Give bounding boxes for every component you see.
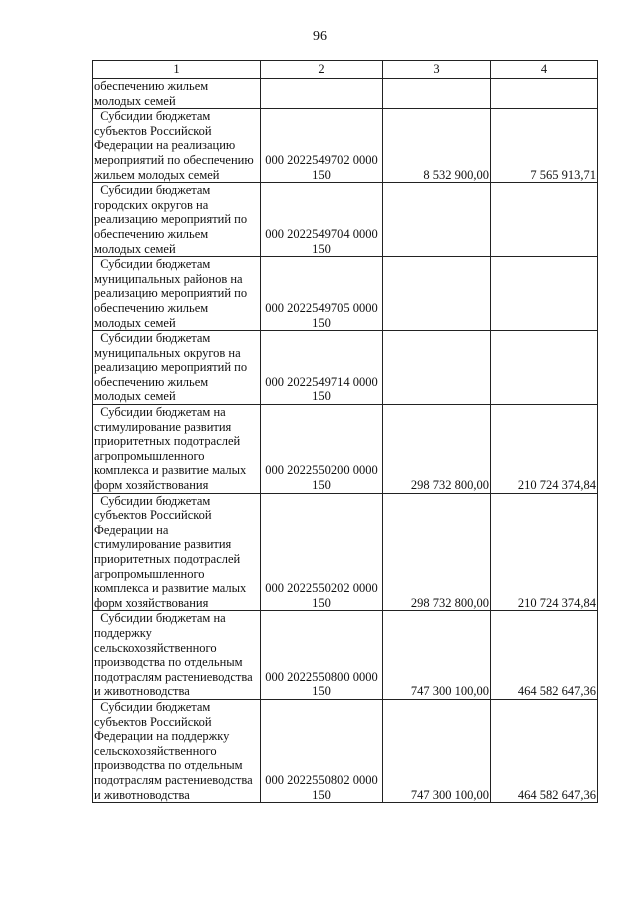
row-name-line: Субсидии бюджетам <box>94 257 211 272</box>
table-row <box>93 493 598 611</box>
row-name-line: обеспечению жильем <box>94 374 209 389</box>
row-name-line: реализацию мероприятий по <box>94 212 248 227</box>
row-name-line: Субсидии бюджетам на <box>94 611 226 626</box>
table-row <box>93 699 598 802</box>
row-code-line: 000 2022549705 0000 <box>265 300 378 315</box>
row-value-v4 <box>491 183 598 257</box>
table-row <box>93 79 598 109</box>
row-code-line: 000 2022549714 0000 <box>265 374 378 389</box>
header-cell-2: 2 <box>261 61 383 79</box>
row-code-line: 000 2022550802 0000 <box>265 772 378 787</box>
row-name-line: молодых семей <box>94 389 176 404</box>
row-code-line: 000 2022550202 0000 <box>265 581 378 596</box>
row-name-line: Федерации на реализацию <box>94 138 236 153</box>
row-value-v3 <box>383 257 491 331</box>
row-value-v3: 747 300 100,00 <box>383 699 491 802</box>
row-name-line: реализацию мероприятий по <box>94 360 248 375</box>
row-name-line: обеспечению жильем <box>94 79 209 93</box>
page-number: 96 <box>313 29 327 44</box>
row-name-line: обеспечению жильем <box>94 300 209 315</box>
row-value-v3: 298 732 800,00 <box>383 405 491 494</box>
row-name-line: молодых семей <box>94 315 176 330</box>
row-code-cell <box>261 183 383 257</box>
row-name-line: мероприятий по обеспечению <box>94 152 254 167</box>
row-code-cell <box>261 699 383 802</box>
row-value-v3 <box>383 183 491 257</box>
table-row <box>93 611 598 700</box>
row-name-line: агропромышленного <box>94 566 205 581</box>
row-name-line: муниципальных округов на <box>94 345 241 360</box>
table-row <box>93 183 598 257</box>
row-value-v3: 747 300 100,00 <box>383 611 491 700</box>
row-name-line: агропромышленного <box>94 448 205 463</box>
row-name-line: стимулирование развития <box>94 419 232 434</box>
row-value-v4 <box>491 257 598 331</box>
row-name-line: обеспечению жильем <box>94 226 209 241</box>
row-name-line: Федерации на <box>94 522 169 537</box>
row-name-line: Субсидии бюджетам <box>94 109 211 124</box>
row-name-line: подотраслям растениеводства <box>94 772 253 787</box>
row-name-line: поддержку <box>94 625 152 640</box>
row-value-v4 <box>491 331 598 405</box>
row-name-cell <box>93 611 261 700</box>
row-value-v4: 464 582 647,36 <box>491 699 598 802</box>
budget-table <box>92 60 598 803</box>
row-name-cell <box>93 331 261 405</box>
row-name-line: сельскохозяйственного <box>94 640 217 655</box>
row-code-line: 000 2022550800 0000 <box>265 669 378 684</box>
row-value-v3: 298 732 800,00 <box>383 493 491 611</box>
row-name-cell <box>93 699 261 802</box>
row-name-line: производства по отдельным <box>94 758 243 773</box>
row-code-cell <box>261 611 383 700</box>
table-row <box>93 257 598 331</box>
row-name-line: реализацию мероприятий по <box>94 286 248 301</box>
row-code-cell <box>261 493 383 611</box>
row-code-cell <box>261 257 383 331</box>
table-row <box>93 331 598 405</box>
row-name-line: сельскохозяйственного <box>94 743 217 758</box>
row-name-cell <box>93 79 261 109</box>
row-value-v4: 210 724 374,84 <box>491 493 598 611</box>
row-name-line: Федерации на поддержку <box>94 729 230 744</box>
header-row <box>93 61 598 79</box>
row-code-cell <box>261 109 383 183</box>
row-name-line: форм хозяйствования <box>94 478 209 493</box>
header-cell-4: 4 <box>491 61 598 79</box>
table-row <box>93 405 598 494</box>
table-body <box>93 61 598 803</box>
header-cell-3: 3 <box>383 61 491 79</box>
row-code-line: 150 <box>312 595 331 610</box>
row-name-line: Субсидии бюджетам <box>94 331 211 346</box>
row-code-line: 150 <box>312 241 331 256</box>
row-name-line: приоритетных подотраслей <box>94 552 241 566</box>
row-name-line: подотраслям растениеводства <box>94 669 253 684</box>
row-code-line: 150 <box>312 478 331 493</box>
row-name-cell <box>93 405 261 494</box>
row-name-line: комплекса и развитие малых <box>94 581 247 596</box>
row-code-line: 150 <box>312 167 331 182</box>
row-name-cell <box>93 109 261 183</box>
row-value-v3: 8 532 900,00 <box>383 109 491 183</box>
row-name-line: Субсидии бюджетам <box>94 183 211 198</box>
row-name-line: субъектов Российской <box>94 714 212 729</box>
row-code-line: 150 <box>312 389 331 404</box>
row-name-line: субъектов Российской <box>94 123 212 138</box>
row-name-line: Субсидии бюджетам <box>94 699 211 714</box>
row-code-cell <box>261 79 383 109</box>
row-code-line: 000 2022549702 0000 <box>265 152 378 167</box>
row-code-line: 150 <box>312 787 331 802</box>
row-value-v4: 464 582 647,36 <box>491 611 598 700</box>
row-name-line: молодых семей <box>94 241 176 256</box>
row-name-cell <box>93 257 261 331</box>
header-cell-1: 1 <box>93 61 261 79</box>
row-name-line: комплекса и развитие малых <box>94 463 247 478</box>
row-name-line: жильем молодых семей <box>94 167 220 182</box>
row-name-line: приоритетных подотраслей <box>94 434 241 449</box>
row-name-line: муниципальных районов на <box>94 271 243 286</box>
row-name-line: молодых семей <box>94 93 176 108</box>
row-name-line: и животноводства <box>94 787 190 802</box>
row-name-cell <box>93 493 261 611</box>
row-name-line: производства по отдельным <box>94 655 243 670</box>
table-row <box>93 109 598 183</box>
row-value-v4 <box>491 79 598 109</box>
row-code-line: 000 2022550200 0000 <box>265 463 378 478</box>
row-name-line: городских округов на <box>94 197 209 212</box>
row-value-v4: 7 565 913,71 <box>491 109 598 183</box>
row-code-cell <box>261 405 383 494</box>
row-name-line: стимулирование развития <box>94 537 232 552</box>
row-value-v3 <box>383 331 491 405</box>
row-name-line: и животноводства <box>94 684 190 699</box>
row-code-line: 150 <box>312 684 331 699</box>
row-value-v4: 210 724 374,84 <box>491 405 598 494</box>
row-value-v3 <box>383 79 491 109</box>
row-name-line: Субсидии бюджетам <box>94 493 211 508</box>
row-code-line: 000 2022549704 0000 <box>265 226 378 241</box>
row-name-line: Субсидии бюджетам на <box>94 405 226 420</box>
row-code-line: 150 <box>312 315 331 330</box>
row-code-cell <box>261 331 383 405</box>
row-name-line: форм хозяйствования <box>94 595 209 610</box>
row-name-cell <box>93 183 261 257</box>
row-name-line: субъектов Российской <box>94 508 212 523</box>
